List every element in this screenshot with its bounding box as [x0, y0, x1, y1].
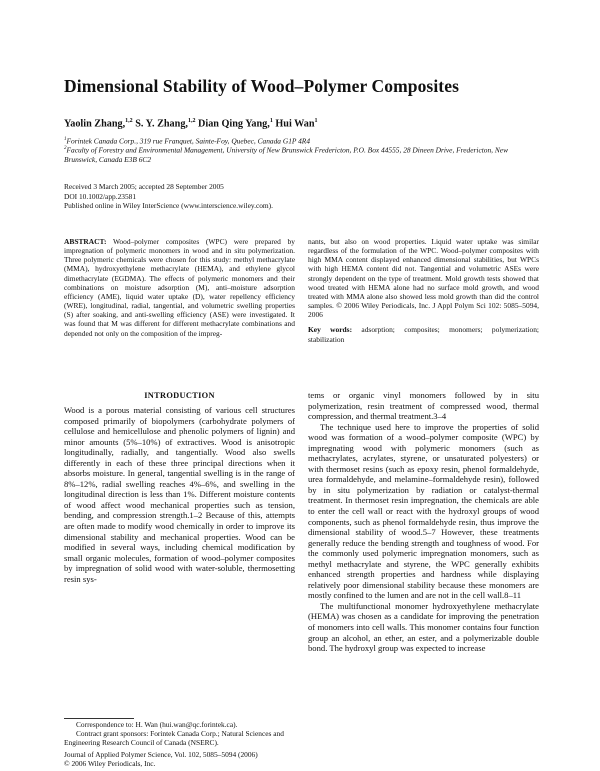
doi-line: DOI 10.1002/app.23581 — [64, 191, 137, 201]
footnotes — [64, 720, 295, 748]
abstract-text-continued: nants, but also on wood properties. Liquid water uptake was similar regardless of the formulation of the WPC. Wood–polymer composites with high MMA content displayed enhanced dimensional stabilities, but WPCs with high HEMA content did not. Tangential and volumetric ASEs were strongly dependent on the type of treatment. Mold growth tests showed that wood treated with HEMA alone had no surface mold growth, and wood treated with MMA alone also showed less mold growth than did the control samples. — [308, 237, 539, 311]
author-list — [64, 118, 318, 129]
author-name: Dian Qing Yang, — [198, 118, 270, 130]
body-left-column — [64, 405, 295, 584]
author-affiliation-mark: 1 — [314, 118, 318, 124]
body-paragraph: The technique used here to improve the properties of solid wood was formation of a wood–polymer composite (WPC) by impregnating wood with polymeric monomers (such as methacrylates, acrylates, styrene, or unsaturated polyesters) or with thermoset resins (such as epoxy resin, phenol formaldehyde, urea formaldehyde, and melamine–formaldehyde resin), followed by in situ polymerization by radiation or catalyst-thermal treatment. In thermoset resin impregnation, the chemicals are able to enter the cell wall or react with the hydroxyl groups of wood components, such as phenol formaldehyde resin, thus improve the dimensional stability of wood.5–7 However, these treatments generally reduce the bending strength and toughness of wood. For the commonly used polymeric impregnation monomers, such as methyl methacrylate and styrene, the WPC generally exhibits enhanced strength properties and hardness while displaying relatively poor dimensional stability because these monomers are mostly confined to the lumen and are not in the cell wall.8–11 — [308, 421, 539, 601]
journal-copyright: © 2006 Wiley Periodicals, Inc. — [64, 759, 156, 769]
body-paragraph: tems or organic vinyl monomers followed by in situ polymerization, resin treatment of compressed wood, thermal compression, and thermal treatment.3–4 — [308, 390, 539, 422]
affiliation — [64, 144, 540, 164]
publication-dates — [64, 182, 540, 211]
abstract-text: Wood–polymer composites (WPC) were prepared by impregnation of polymeric monomers in wood and in situ polymerization. Three polymeric chemicals were chosen for this study: methyl methacrylate (MMA), hydroxyethylene methacrylate (HEMA), and ethylene glycol dimethacrylate (EGDMA). The effects of polymeric monomers and their combinations on moisture adsorption (M), anti–moisture adsorption efficiency (AME), liquid water uptake (D), water repellency efficiency (WRE), longitudinal, radial, tangential, and volumetric swelling properties (S) after soaking, and anti-swelling efficiency (ASE) were investigated. It was found that M was different for different methacrylate combinations and depended not only on the composition of the impreg- — [64, 237, 295, 338]
section-heading: INTRODUCTION — [144, 391, 215, 400]
received-line: Received 3 March 2005; accepted 28 September 2005 — [64, 182, 224, 191]
keywords-text: adsorption; composites; monomers; polymerization; stabilization — [308, 325, 539, 344]
abstract-right-column — [308, 237, 539, 344]
body-right-column — [308, 390, 539, 654]
published-line: Published online in Wiley InterScience (www.interscience.wiley.com). — [64, 201, 273, 211]
author-name: S. Y. Zhang, — [135, 118, 188, 130]
paper-title: Dimensional Stability of Wood–Polymer Composites — [64, 76, 460, 96]
correspondence-note: Correspondence to: H. Wan (hui.wan@qc.forintek.ca). — [76, 720, 238, 729]
body-paragraph: Wood is a porous material consisting of various cell structures composed primarily of biopolymers (carbohydrate polymers of cellulose and hemicellulose and phenolic polymers of lignin) and minor amounts (5%–10%) of extractives. Wood is anisotropic longitudinally, radially, and tangentially. Wood also swells differently in each of these three principal directions when it absorbs moisture. In general, tangential swelling is in the range of 8%–12%, radial swelling reaches 4%–6%, and swelling in the longitudinal direction is less than 1%. Different moisture contents of wood affect wood mechanical properties such as tension, bending, and compression strength.1–2 Because of this, attempts are often made to modify wood chemically in order to improve its dimensional stability and mechanical properties. Wood can be modified in several ways, including chemical modification by small organic molecules, formation of wood–polymer composites by impregnation of solid wood with water-soluble, thermosetting resin sys- — [64, 405, 295, 584]
affiliation-mark: 1 — [64, 137, 67, 142]
abstract-left-column — [64, 237, 295, 338]
journal-info — [64, 750, 304, 768]
keywords — [308, 325, 539, 343]
affiliation-mark: 2 — [64, 146, 67, 151]
affiliation-text: Forintek Canada Corp., 319 rue Franquet, Sainte-Foy, Quebec, Canada G1P 4R4 — [66, 136, 311, 146]
author-name: Hui Wan — [275, 118, 315, 130]
footnote-divider — [64, 718, 134, 719]
author-affiliation-mark: 1,2 — [187, 118, 196, 124]
author-name: Yaolin Zhang, — [64, 118, 126, 130]
body-paragraph: The multifunctional monomer hydroxyethylene methacrylate (HEMA) was chosen as a candidate for improving the penetration of monomers into cell walls. This monomer contains four function group an alcohol, an ether, an ester, and a polymerizable double bond. The hydroxyl group was expected to increase — [308, 600, 539, 654]
affiliation-text: Faculty of Forestry and Environmental Management, University of New Brunswick Fredericton, P.O. Box 44555, 28 Dineen Drive, Fredericton, New Brunswick, Canada E3B 6C2 — [64, 145, 509, 164]
author-affiliation-mark: 1 — [269, 118, 273, 124]
grant-note: Contract grant sponsors: Forintek Canada Corp.; Natural Sciences and Engineering Research Council of Canada (NSERC). — [64, 729, 284, 748]
copyright-line: © 2006 Wiley Periodicals, Inc. J Appl Polym Sci 102: 5085–5094, 2006 — [308, 301, 540, 320]
journal-citation: Journal of Applied Polymer Science, Vol. 102, 5085–5094 (2006) — [64, 750, 258, 759]
author-affiliation-mark: 1,2 — [125, 118, 133, 124]
abstract-label: ABSTRACT: — [64, 237, 107, 246]
keywords-label: Key words: — [308, 325, 353, 335]
